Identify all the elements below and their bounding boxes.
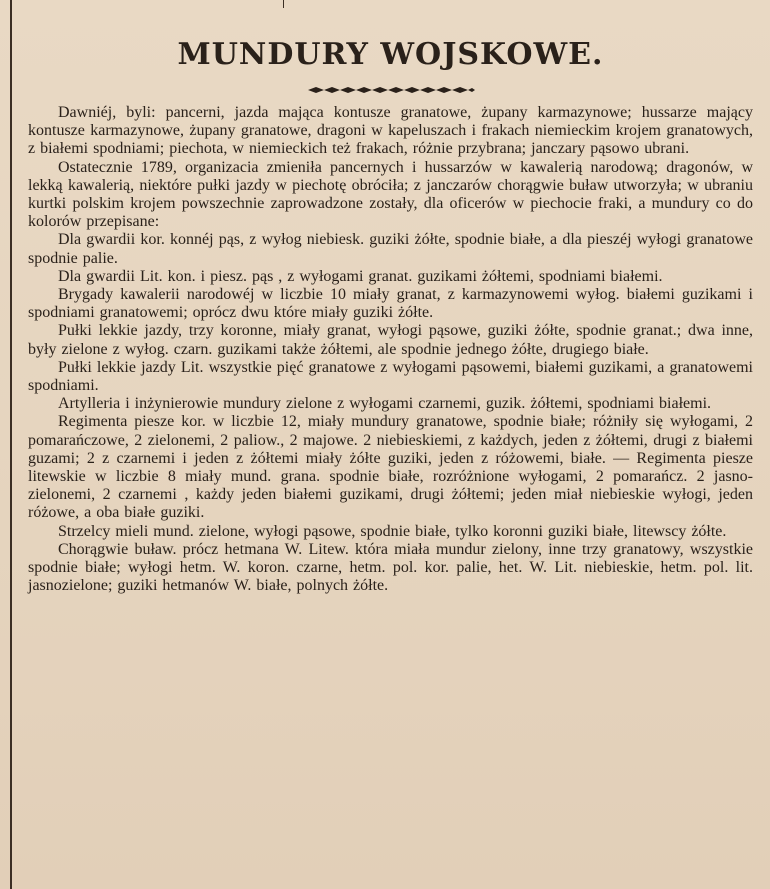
paragraph-infantry-regiments: Regimenta piesze kor. w liczbie 12, miały mundury granatowe, spodnie białe; różniły się wyłogami, 2 pomarańczowe, 2 zielonemi, 2 paliow., 2 majowe. 2 niebieskiemi, z każdych, jeden z żółtemi, drugi z białemi guzami; 2 z czarnemi i jeden z żółtemi miały żółte guziki, jeden z różowemi, białe. — Regimenta piesze litewskie w liczbie 8 miały mund. grana. spodnie białe, rozróżnione wyłogami, 2 pomarańcz. 2 jasno-zielonemi, 2 czarnemi , każdy jeden białemi guzikami, drugi żółtemi; jeden miał niebieskie wyłogi, jeden różowe, a oba białe guziki. (28, 413, 753, 522)
paragraph-lithuanian-guard: Dla gwardii Lit. kon. i piesz. pąs , z wyłogami granat. guzikami żółtemi, spodniami białemi. (58, 267, 663, 285)
paragraph-light-cavalry-crown: Pułki lekkie jazdy, trzy koronne, miały granat, wyłogi pąsowe, guziki żółte, spodnie granat.; dwa inne, były zielone z wyłog. czarn. guzikami także żółtemi, ale spodnie jednego żółte, drugiego białe. (28, 322, 753, 358)
paragraph-hetman-banners: Chorągwie buław. prócz hetmana W. Litew. która miała mundur zielony, inne trzy granatowy, wszystkie spodnie białe; wyłogi hetm. W. koron. czarne, hetm. pol. kor. palie, het. W. Lit. niebieskie, hetm. pol. lit. jasnozielone; guziki hetmanów W. białe, polnych żółte. (28, 540, 753, 595)
article (28, 26, 753, 595)
top-column-tick (283, 0, 284, 8)
ornament-rule-icon (306, 86, 476, 94)
paragraph-riflemen: Strzelcy mieli mund. zielone, wyłogi pąsowe, spodnie białe, tylko koronni guziki białe, litewscy żółte. (58, 522, 727, 540)
article-title: MUNDURY WOJSKOWE. (177, 37, 604, 72)
paragraph-history: Dawniéj, byli: pancerni, jazda mająca kontusze granatowe, żupany karmazynowe; hussarze mający kontusze karmazynowe, żupany granatowe, dragoni w kapeluszach i frakach niemieckim krojem granatowych, z białemi spodniami; piechota, w niemieckich też frakach, różnie przybrana; janczary pąsowo ubrani. (28, 104, 753, 158)
paragraph-artillery: Artylleria i inżynierowie mundury zielone z wyłogami czarnemi, guzik. żółtemi, spodniami białemi. (58, 395, 712, 413)
paragraph-crown-guard: Dla gwardii kor. konnéj pąs, z wyłog niebiesk. guziki żółte, spodnie białe, a dla pieszéj wyłogi granatowe spodnie palie. (28, 231, 753, 267)
paragraph-light-cavalry-lithuania: Pułki lekkie jazdy Lit. wszystkie pięć granatowe z wyłogami pąsowemi, białemi guzikami, a granatowemi spodniami. (28, 358, 753, 395)
paragraph-national-cavalry: Brygady kawalerii narodowéj w liczbie 10 miały granat, z karmazynowemi wyłog. białemi guzikami i spodniami granatowemi; oprócz dwu które miały guziki żółte. (28, 286, 753, 322)
left-column-rule (10, 0, 12, 889)
paragraph-organization-1789: Ostatecznie 1789, organizacia zmieniła pancernych i hussarzów w kawalerią narodową; dragonów, w lekką kawalerią, niektóre pułki jazdy w piechotę obróciła; z janczarów chorągwie buław utworzyła; w ubraniu kurtki polskim krojem powszechnie zaprowadzone zostały, dla oficerów w piechocie fraki, a mundury co do kolorów przepisane: (28, 158, 753, 231)
